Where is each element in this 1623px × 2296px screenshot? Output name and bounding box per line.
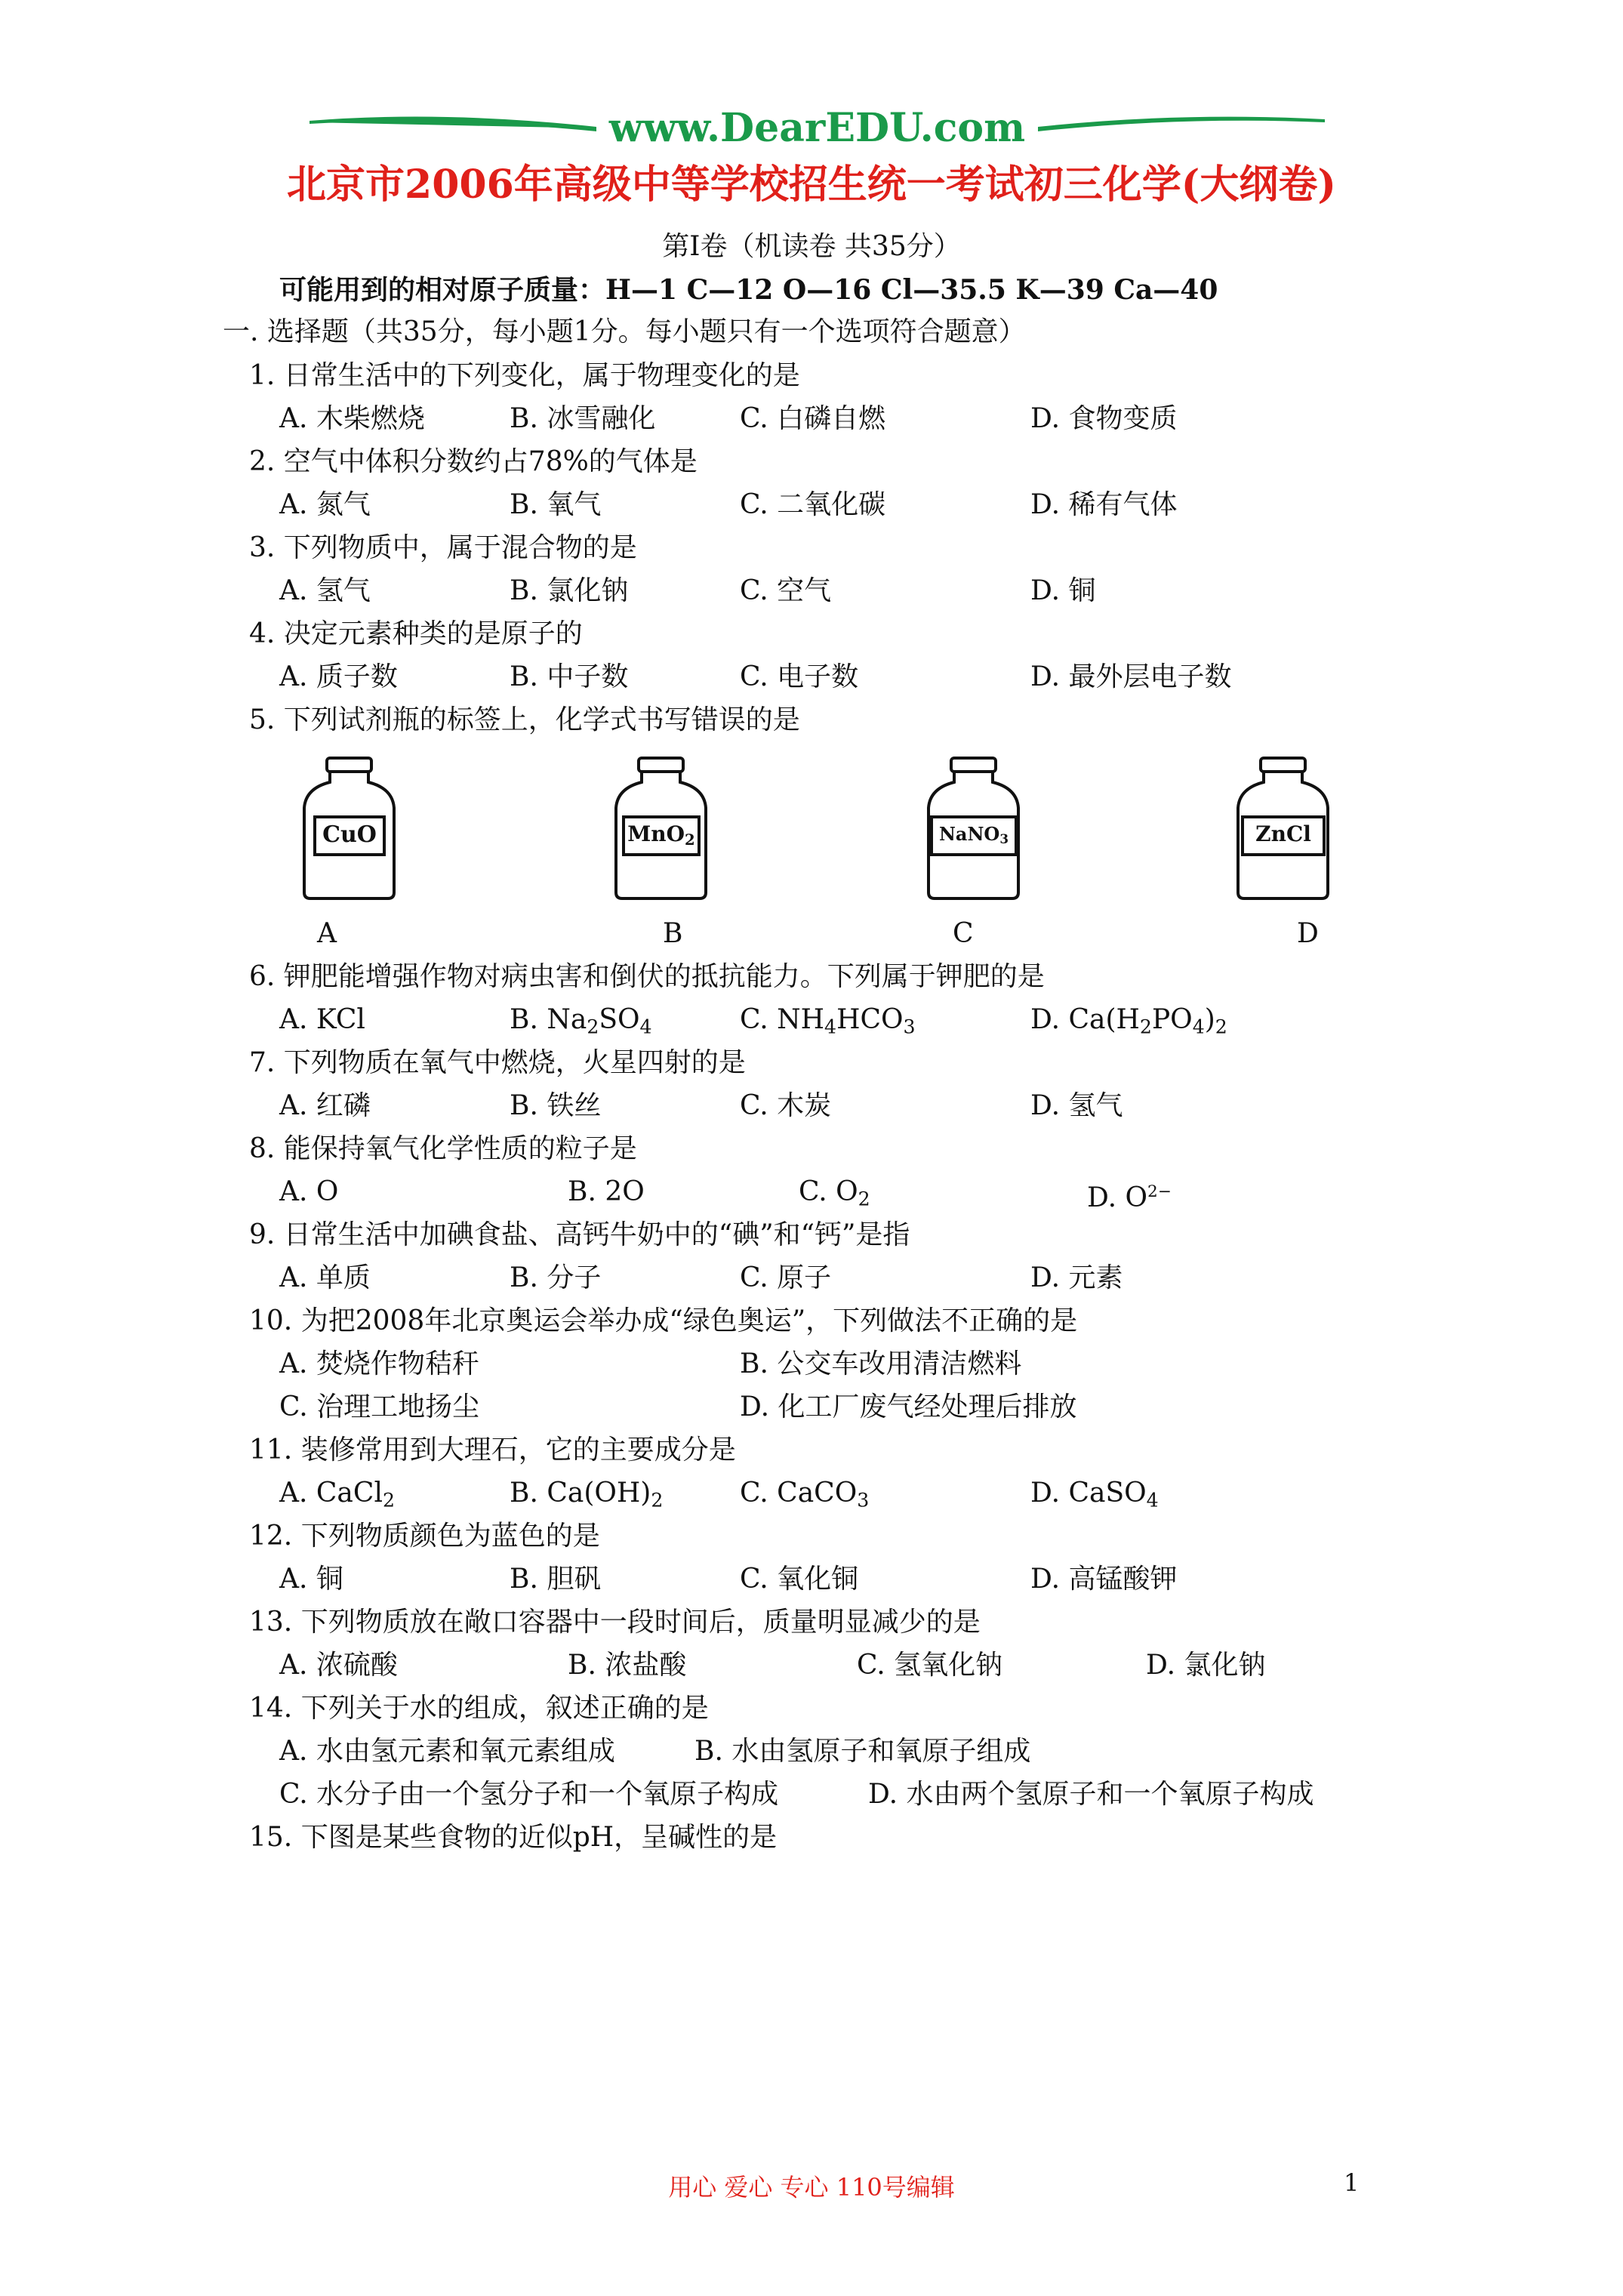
option: D. 高锰酸钾 [1030,1564,1178,1595]
option: B. 氧气 [510,489,602,520]
option: D. 稀有气体 [1030,489,1178,520]
question-stem: 13. 下列物质放在敞口容器中一段时间后，质量明显减少的是 [249,1607,981,1638]
option: A. 质子数 [279,661,398,692]
option: C. 原子 [740,1262,832,1293]
formula-part: B. Ca(OH) [510,1478,651,1509]
formula-part: D. O [1087,1182,1147,1213]
option [1030,1003,1227,1043]
option: D. 最外层电子数 [1030,661,1232,692]
option: C. 治理工地扬尘 [279,1391,480,1422]
option: B. 2O [568,1176,645,1207]
option [740,1477,869,1517]
jar-label: CuO [322,821,377,848]
option: A. O [279,1176,339,1207]
option [740,1003,916,1043]
question-stem: 4. 决定元素种类的是原子的 [249,618,583,649]
formula-part: C. O [799,1176,858,1207]
question-stem: 5. 下列试剂瓶的标签上，化学式书写错误的是 [249,704,800,735]
formula-part: D. CaSO [1030,1478,1147,1509]
jar-letter: A [317,918,337,949]
formula-part: SO [599,1004,640,1035]
option: B. 水由氢原子和氧原子组成 [694,1736,1031,1767]
site-logo [306,106,1329,151]
question-stem: 9. 日常生活中加碘食盐、高钙牛奶中的“碘”和“钙”是指 [249,1219,910,1250]
option: A. 氮气 [279,489,371,520]
option: C. 木炭 [740,1090,832,1121]
formula-part: A. CaCl [279,1478,383,1509]
page-number: 1 [1344,2168,1360,2197]
option: D. 食物变质 [1030,403,1178,434]
option [1030,1477,1159,1517]
option: B. 分子 [510,1262,602,1293]
option: D. 铜 [1030,575,1096,606]
formula-sub: 4 [824,1015,837,1038]
option: D. 化工厂废气经处理后排放 [740,1391,1077,1422]
formula-sub: 2 [382,1489,395,1512]
question-stem: 7. 下列物质在氧气中燃烧，火星四射的是 [249,1047,746,1078]
jar-letter: D [1297,918,1319,949]
option: A. 水由氢元素和氧元素组成 [279,1736,615,1767]
option: A. 焚烧作物秸秆 [279,1348,479,1379]
option: A. 氢气 [279,575,371,606]
part-title: 一. 选择题（共35分，每小题1分。每小题只有一个选项符合题意） [223,316,1026,347]
jar-label [932,823,1016,846]
question-stem: 8. 能保持氧气化学性质的粒子是 [249,1133,637,1164]
formula-part: C. NH [740,1004,825,1035]
reagent-jar-b [610,755,712,902]
reagent-jar-c [922,755,1024,902]
atomic-masses: 可能用到的相对原子质量：H—1 C—12 O—16 Cl—35.5 K—39 Ca—40 [279,274,1218,306]
option: C. 二氧化碳 [740,489,886,520]
option: C. 水分子由一个氢分子和一个氧原子构成 [279,1779,779,1810]
option: D. 元素 [1030,1262,1123,1293]
site-logo-text: www.DearEDU.com [608,105,1026,151]
option: C. 白磷自燃 [740,403,886,434]
option [799,1176,870,1216]
reagent-jar-a [298,755,400,902]
option: A. 单质 [279,1262,371,1293]
jar-label-sub: 2 [685,831,695,849]
formula-sub: 2 [858,1188,870,1210]
option: C. 氢氧化钠 [857,1650,1003,1681]
option [510,1477,663,1517]
option: D. 氯化钠 [1146,1650,1266,1681]
formula-sub: 4 [1192,1015,1205,1038]
formula-part: PO [1151,1004,1193,1035]
option: C. 氧化铜 [740,1564,859,1595]
formula-sub: 3 [903,1015,916,1038]
question-stem: 15. 下图是某些食物的近似pH，呈碱性的是 [249,1822,778,1853]
formula-sub: 4 [1146,1489,1159,1512]
option: A. KCl [279,1004,365,1035]
formula-sup: 2− [1147,1182,1172,1201]
formula-part: C. CaCO [740,1478,858,1509]
formula-sub: 4 [639,1015,652,1038]
option: B. 胆矾 [510,1564,602,1595]
jar-label-sub: 3 [999,831,1009,847]
jar-letter: B [663,918,683,949]
jar-label-main: MnO [627,821,685,846]
option: B. 氯化钠 [510,575,629,606]
formula-sub: 3 [857,1489,870,1512]
option: D. 氢气 [1030,1090,1123,1121]
formula-part: ) [1204,1004,1215,1035]
question-stem: 14. 下列关于水的组成，叙述正确的是 [249,1693,709,1724]
formula-sub: 2 [651,1489,664,1512]
formula-part: D. Ca(H [1030,1004,1140,1035]
reagent-jar-d [1232,755,1334,902]
option: D. 水由两个氢原子和一个氧原子构成 [868,1779,1314,1810]
option: C. 电子数 [740,661,859,692]
option: B. 铁丝 [510,1090,602,1121]
question-stem: 1. 日常生活中的下列变化，属于物理变化的是 [249,360,800,391]
jar-letter: C [953,918,974,949]
option: B. 浓盐酸 [568,1650,687,1681]
question-stem: 11. 装修常用到大理石，它的主要成分是 [249,1435,736,1465]
question-stem: 12. 下列物质颜色为蓝色的是 [249,1521,600,1552]
formula-part: B. Na [510,1004,587,1035]
question-stem: 2. 空气中体积分数约占78%的气体是 [249,446,698,477]
option: A. 红磷 [279,1090,371,1121]
option: A. 铜 [279,1564,343,1595]
question-stem: 6. 钾肥能增强作物对病虫害和倒伏的抵抗能力。下列属于钾肥的是 [249,961,1045,992]
page-title: 北京市2006年高级中等学校招生统一考试初三化学(大纲卷) [287,162,1336,208]
formula-sub: 2 [1139,1015,1152,1038]
formula-sub: 2 [587,1015,599,1038]
option: B. 冰雪融化 [510,403,656,434]
page-footer: 用心 爱心 专心 110号编辑 [668,2173,955,2202]
option: A. 浓硫酸 [279,1650,398,1681]
option [279,1477,395,1517]
section-heading: 第Ⅰ卷（机读卷 共35分） [662,231,961,262]
option: B. 公交车改用清洁燃料 [740,1348,1022,1379]
question-stem: 10. 为把2008年北京奥运会举办成“绿色奥运”，下列做法不正确的是 [249,1305,1078,1336]
option [510,1003,652,1043]
jar-label: ZnCl [1255,821,1311,846]
question-stem: 3. 下列物质中，属于混合物的是 [249,532,637,563]
jar-label [624,821,699,849]
option: C. 空气 [740,575,832,606]
option: B. 中子数 [510,661,629,692]
jar-label-main: NaNO [938,823,1000,845]
formula-part: HCO [836,1004,904,1035]
option: A. 木柴燃烧 [279,403,425,434]
formula-sub: 2 [1215,1015,1227,1038]
option [1087,1176,1172,1215]
